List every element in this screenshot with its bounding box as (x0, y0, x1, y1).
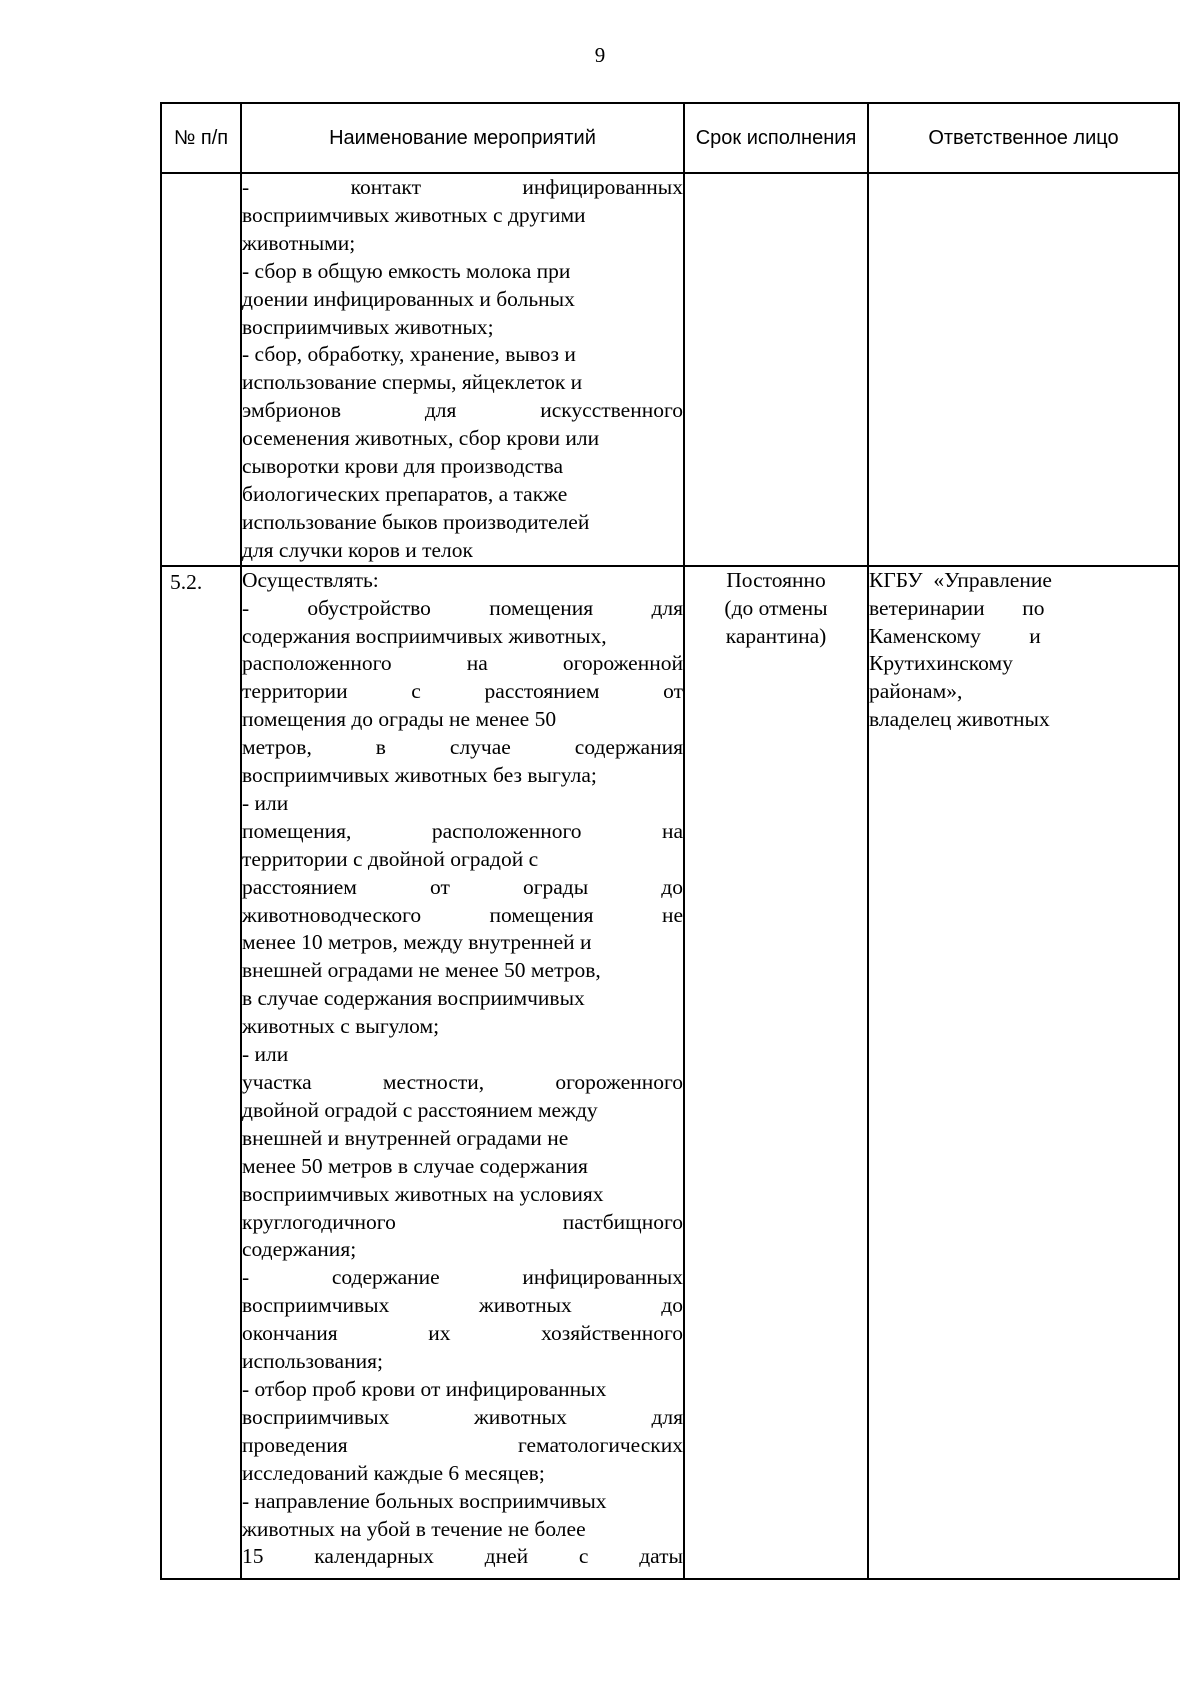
row1-text-line: восприимчивых животных; (242, 314, 494, 339)
row2-text-line: содержания восприимчивых животных, (242, 623, 607, 648)
row2-term-lines (685, 567, 867, 651)
header-name: Наименование мероприятий (241, 103, 684, 173)
row2-term (684, 566, 868, 1579)
row2-text-line: животных на убой в течение не более (242, 1516, 586, 1541)
row2-responsible-line: Крутихинскому (869, 651, 1013, 676)
row2-text-line: животноводческого помещения не (242, 902, 683, 927)
header-num: № п/п (161, 103, 241, 173)
row2-text-line: менее 10 метров, между внутренней и (242, 930, 592, 955)
row2-responsible-line: Каменскому и (869, 623, 1041, 648)
row2-term-line: карантина) (725, 623, 827, 648)
row2-text-line: участка местности, огороженного (242, 1070, 683, 1094)
row2-text-line: менее 50 метров в случае содержания (242, 1153, 588, 1178)
row2-text-line: внешней и внутренней оградами не (242, 1125, 569, 1150)
row1-responsible (868, 173, 1179, 566)
header-responsible: Ответственное лицо (868, 103, 1179, 173)
row2-responsible-line: районам», (869, 679, 963, 704)
row2-text-line: - содержание инфицированных (242, 1265, 683, 1290)
row2-text-line: - направление больных восприимчивых (242, 1488, 607, 1513)
row2-text-line: - или (242, 1042, 289, 1067)
table-row (161, 173, 1179, 566)
row2-text-line: помещения до ограды не менее 50 (242, 707, 557, 732)
row2-text-line: - отбор проб крови от инфицированных (242, 1376, 607, 1401)
row2-text-line: восприимчивых животных на условиях (242, 1181, 604, 1206)
row1-text-line: осеменения животных, сбор крови или (242, 426, 600, 451)
row1-text-line: доении инфицированных и больных (242, 286, 575, 311)
row2-term-line: (до отмены (724, 595, 828, 620)
row1-name (241, 173, 684, 566)
row2-responsible-line: ветеринарии по (869, 595, 1045, 620)
row1-text-line: - сбор в общую емкость молока при (242, 258, 571, 283)
row1-text-line: - контакт инфицированных (242, 175, 683, 199)
row1-text-line: животными; (242, 230, 356, 255)
row1-text-line: использование спермы, яйцеклеток и (242, 370, 583, 395)
row2-text-line: внешней оградами не менее 50 метров, (242, 958, 601, 983)
row2-text-line: восприимчивых животных для (242, 1404, 683, 1429)
page-number: 9 (594, 43, 606, 67)
row2-text-line: двойной оградой с расстоянием между (242, 1097, 598, 1122)
row2-text-line: помещения, расположенного на (242, 818, 683, 843)
row2-responsible (868, 566, 1179, 1579)
row2-text-line: Осуществлять: (242, 567, 379, 592)
row2-text-line: в случае содержания восприимчивых (242, 986, 585, 1011)
row1-lines (242, 174, 683, 565)
row1-term (684, 173, 868, 566)
row2-text-line: проведения гематологических (242, 1432, 683, 1457)
row2-responsible-line: КГБУ «Управление (869, 567, 1052, 592)
row1-text-line: - сбор, обработку, хранение, вывоз и (242, 342, 576, 367)
row2-text-line: восприимчивых животных без выгула; (242, 763, 597, 788)
row2-text-line: восприимчивых животных до (242, 1293, 683, 1318)
row1-num (161, 173, 241, 566)
row2-text-line: территории с двойной оградой с (242, 846, 539, 871)
row1-text-line: использование быков производителей (242, 509, 590, 534)
row2-lines (242, 567, 683, 1572)
row1-text-line: сыворотки крови для производства (242, 454, 564, 479)
row2-text-line: исследований каждые 6 месяцев; (242, 1460, 545, 1485)
row2-text-line: расстоянием от ограды до (242, 874, 683, 899)
table-row (161, 566, 1179, 1579)
row2-text-line: - обустройство помещения для (242, 595, 683, 620)
row2-text-line: использования; (242, 1349, 383, 1374)
row2-num: 5.2. (161, 566, 241, 1579)
row1-text-line: для случки коров и телок (242, 537, 473, 562)
row2-text-line: содержания; (242, 1237, 357, 1262)
row2-text-line: метров, в случае содержания (242, 735, 683, 760)
row2-responsible-line: владелец животных (869, 707, 1050, 732)
row1-text-line: восприимчивых животных с другими (242, 202, 586, 227)
row2-text-line: животных с выгулом; (242, 1014, 440, 1039)
row1-text-line: биологических препаратов, а также (242, 481, 568, 506)
row2-text-line: - или (242, 790, 289, 815)
row2-name (241, 566, 684, 1579)
row2-text-line: круглогодичного пастбищного (242, 1209, 683, 1234)
row1-text-line: эмбрионов для искусственного (242, 398, 683, 423)
row2-text-line: территории с расстоянием от (242, 679, 683, 704)
row2-responsible-lines (869, 567, 1178, 734)
row2-text-line: окончания их хозяйственного (242, 1321, 683, 1346)
measures-table (160, 102, 1180, 1580)
row2-text-line: 15 календарных дней с даты (242, 1544, 683, 1569)
table-header-row (161, 103, 1179, 173)
row2-text-line: расположенного на огороженной (242, 651, 683, 676)
header-term: Срок исполнения (684, 103, 868, 173)
row2-term-line: Постоянно (726, 567, 826, 592)
